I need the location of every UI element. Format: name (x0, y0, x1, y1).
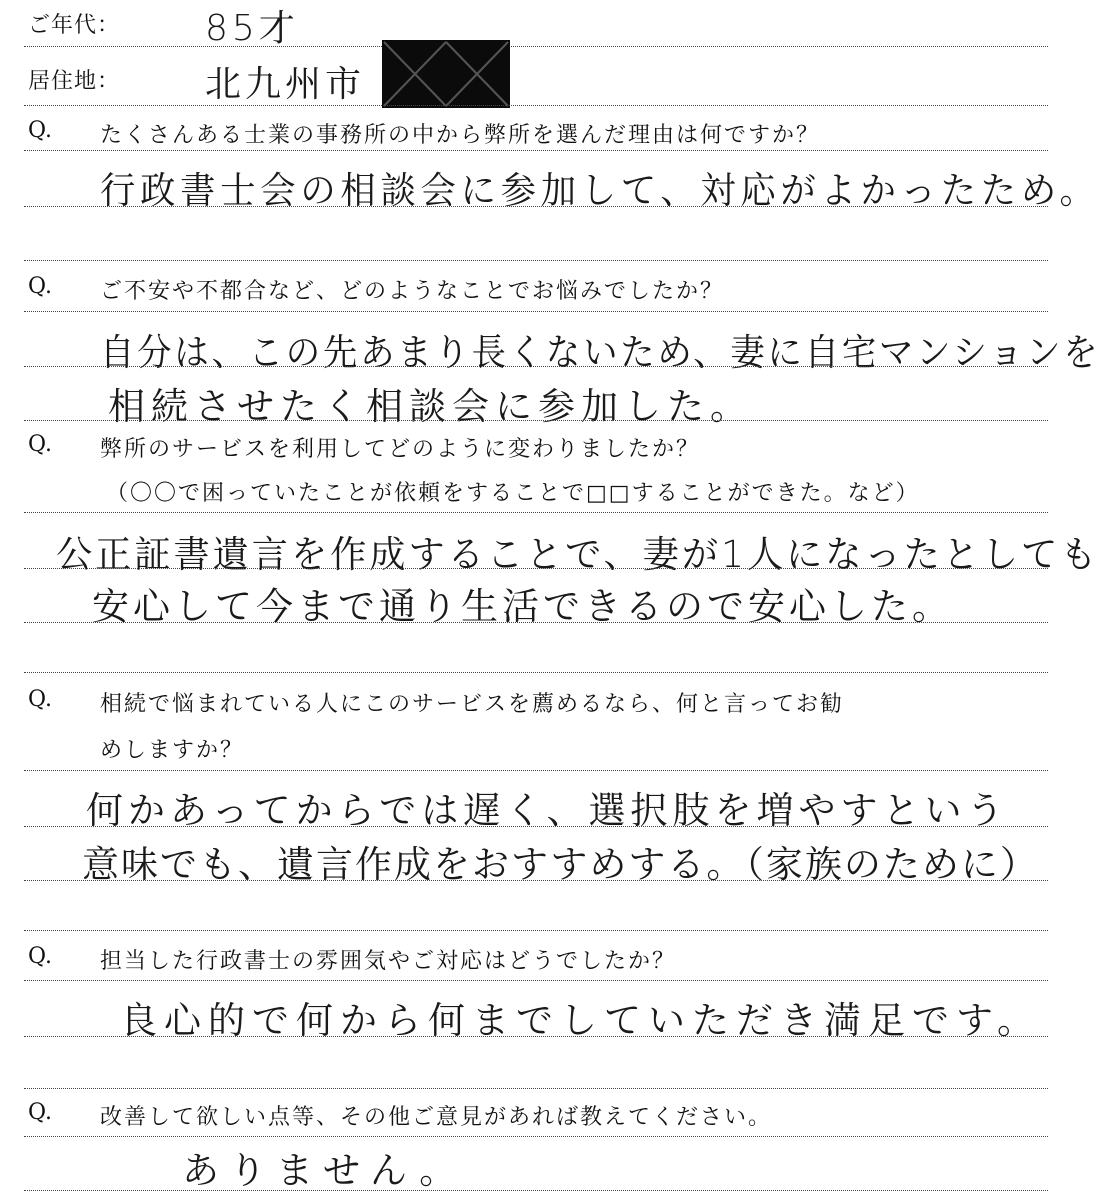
divider (24, 622, 1048, 623)
divider (24, 672, 1048, 673)
answer-line: 公正証書遺言を作成することで、妻が1人になったとしても (56, 533, 1100, 576)
question-text: 担当した行政書士の雰囲気やご対応はどうでしたか？ (100, 949, 677, 974)
divider (24, 930, 1048, 931)
divider (24, 512, 1048, 513)
residence-value: 北九州市 (205, 64, 366, 105)
question-note: （〇〇で困っていたことが依頼をすることで□□することができた。など） (106, 481, 920, 506)
divider (24, 366, 1048, 367)
divider (24, 311, 1048, 312)
divider (24, 1136, 1048, 1137)
question-marker: Q. (28, 944, 52, 969)
answer-line: 良心的で何から何までしていただき満足です。 (120, 999, 1042, 1042)
question-marker: Q. (28, 274, 52, 299)
answer-line: 相続させたく相談会に参加した。 (108, 385, 753, 428)
answer-line: 行政書士会の相談会に参加して、対応がよかったため。 (100, 169, 1100, 212)
question-text: 弊所のサービスを利用してどのように変わりましたか？ (100, 437, 701, 462)
redaction-cross-icon (382, 40, 510, 108)
divider (24, 568, 1048, 569)
divider (24, 206, 1048, 207)
answer-line: 意味でも、遺言作成をおすすめする。（家族のために） (82, 843, 1039, 886)
answer-line: 何かあってからでは遅く、選択肢を増やすという (86, 789, 1009, 832)
answer-line: 自分は、この先あまり長くないため、妻に自宅マンションを (100, 331, 1101, 374)
question-text: 相続で悩まれている人にこのサービスを薦めるなら、何と言ってお勧 (100, 692, 845, 717)
question-text: 改善して欲しい点等、その他ご意見があれば教えてください。 (100, 1105, 773, 1130)
divider (24, 260, 1048, 261)
residence-label: 居住地： (28, 69, 121, 94)
question-text: たくさんある士業の事務所の中から弊所を選んだ理由は何ですか？ (100, 123, 821, 148)
divider (24, 880, 1048, 881)
age-label: ご年代： (28, 13, 121, 38)
age-value: 85才 (205, 8, 299, 49)
question-marker: Q. (28, 1100, 52, 1125)
divider (24, 1088, 1048, 1089)
divider (24, 105, 1048, 106)
divider (24, 980, 1048, 981)
question-text: ご不安や不都合など、どのようなことでお悩みでしたか？ (100, 279, 725, 304)
divider (24, 420, 1048, 421)
redaction-block (382, 40, 510, 108)
divider (24, 770, 1048, 771)
question-marker: Q. (28, 118, 52, 143)
question-marker: Q. (28, 687, 52, 712)
answer-line: 安心して今まで通り生活できるので安心した。 (92, 585, 953, 628)
divider (24, 46, 1048, 47)
answer-line: ありません。 (182, 1149, 467, 1192)
divider (24, 1036, 1048, 1037)
question-text-continued: めしますか？ (100, 738, 245, 763)
divider (24, 1190, 1048, 1191)
divider (24, 150, 1048, 151)
question-marker: Q. (28, 432, 52, 457)
divider (24, 826, 1048, 827)
